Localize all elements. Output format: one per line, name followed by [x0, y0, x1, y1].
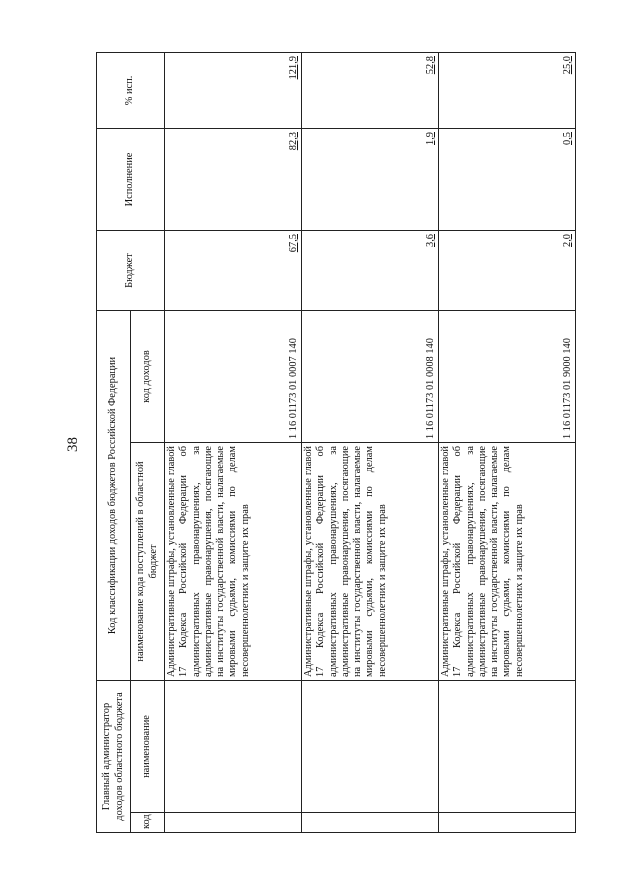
- page-number: 38: [65, 437, 81, 452]
- table-row: [165, 53, 302, 833]
- row-percent: [439, 53, 576, 129]
- header-classification-group: Код классификации доходов бюджетов Российской Федерации: [97, 311, 131, 681]
- row-execution: [439, 129, 576, 231]
- row-percent: [302, 53, 439, 129]
- row-budget: [439, 231, 576, 311]
- row-admin-code: [302, 813, 439, 833]
- header-income-name: наименование кода поступлений в областной бюджет: [131, 443, 165, 681]
- header-income-code: код доходов: [131, 311, 165, 443]
- row-income-code: 1 16 01173 01 0008 140: [302, 311, 439, 443]
- row-percent-value: 52,8: [424, 56, 436, 75]
- row-execution-value: 1,9: [424, 132, 436, 145]
- row-budget-value: 67,5: [287, 234, 299, 253]
- row-execution-value: 0,5: [561, 132, 573, 145]
- header-admin-group: Главный администратор доходов областного бюджета: [97, 681, 131, 833]
- row-admin-name: [302, 681, 439, 813]
- row-admin-code: [165, 813, 302, 833]
- row-income-code: 1 16 01173 01 0007 140: [165, 311, 302, 443]
- row-description: Административные штрафы, установленные главой 17 Кодекса Российской Федерации об административных правонарушениях, за административные правонарушения, посягающие на институты государственной власти, налагаемые мировыми судьями, комиссиями по делам несовершеннолетних и защите их прав: [439, 443, 576, 681]
- row-income-code: 1 16 01173 01 9000 140: [439, 311, 576, 443]
- header-admin-code: код: [131, 813, 165, 833]
- income-table: [96, 52, 576, 833]
- row-budget-value: 2,0: [561, 234, 573, 247]
- row-description: Административные штрафы, установленные главой 17 Кодекса Российской Федерации об административных правонарушениях, за административные правонарушения, посягающие на институты государственной власти, налагаемые мировыми судьями, комиссиями по делам несовершеннолетних и защите их прав: [165, 443, 302, 681]
- row-execution-value: 82,3: [287, 132, 299, 151]
- row-admin-name: [165, 681, 302, 813]
- rotated-table-container: [96, 53, 576, 833]
- header-admin-name: наименование: [131, 681, 165, 813]
- row-percent: [165, 53, 302, 129]
- row-description: Административные штрафы, установленные главой 17 Кодекса Российской Федерации об административных правонарушениях, за административные правонарушения, посягающие на институты государственной власти, налагаемые мировыми судьями, комиссиями по делам несовершеннолетних и защите их прав: [302, 443, 439, 681]
- header-budget: Бюджет: [97, 231, 165, 311]
- row-percent-value: 25,0: [561, 56, 573, 75]
- row-percent-value: 121,9: [287, 56, 299, 80]
- row-budget: [165, 231, 302, 311]
- row-execution: [302, 129, 439, 231]
- row-admin-code: [439, 813, 576, 833]
- row-budget-value: 3,6: [424, 234, 436, 247]
- row-budget: [302, 231, 439, 311]
- header-percent: % исп.: [97, 53, 165, 129]
- table-row: [302, 53, 439, 833]
- row-admin-name: [439, 681, 576, 813]
- row-execution: [165, 129, 302, 231]
- table-row: [439, 53, 576, 833]
- header-execution: Исполнение: [97, 129, 165, 231]
